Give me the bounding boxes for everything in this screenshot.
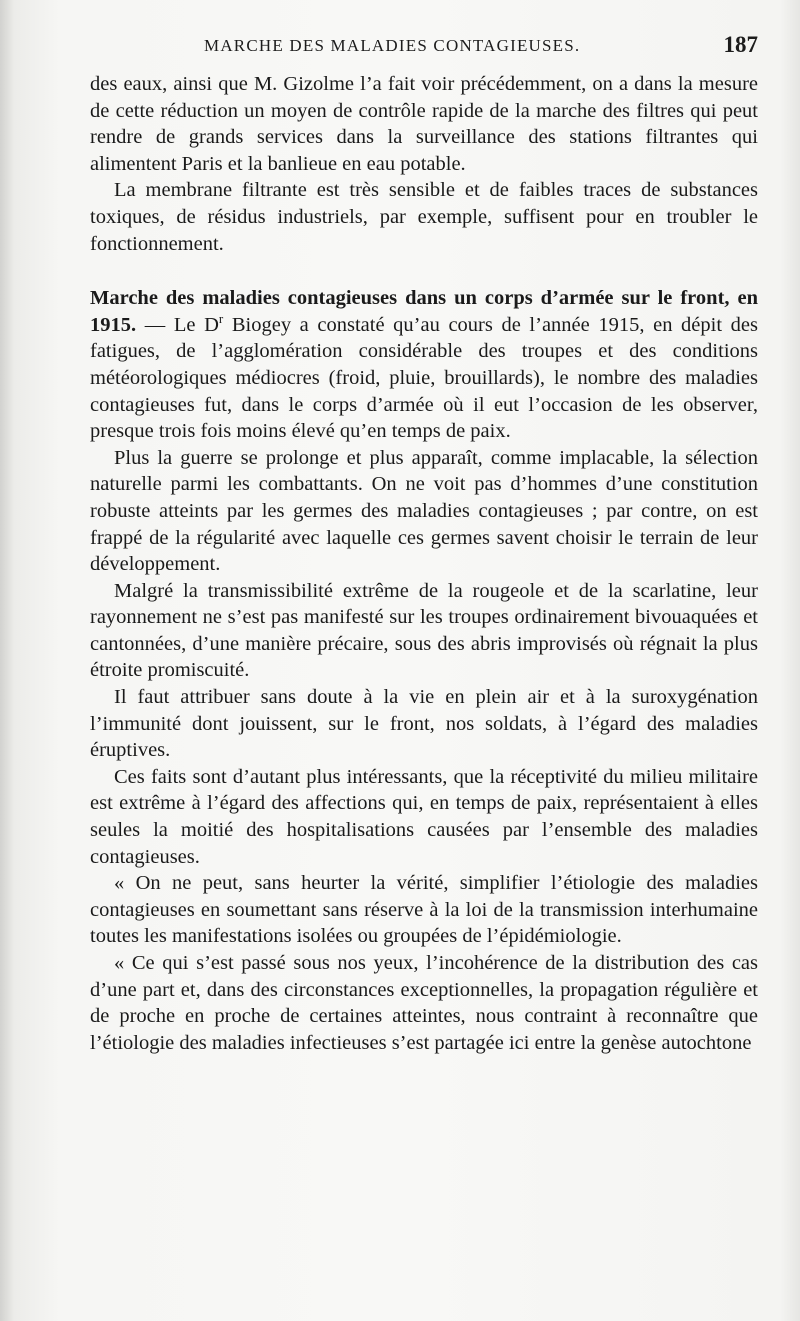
paragraph-selection: Plus la guerre se prolonge et plus apparaît, comme implacable, la sélection naturelle parmi les combattants. On ne voit pas d’hommes d’une constitution robuste atteints par les germes des maladies contagieuses ; par contre, on est frappé de la régularité avec laquelle ces germes savent choisir le terrain de leur développement. (90, 446, 758, 576)
running-title: MARCHE DES MALADIES CONTAGIEUSES. (204, 36, 581, 55)
paragraph-continuation: des eaux, ainsi que M. Gizolme l’a fait voir précédemment, on a dans la mesure de cette réduction un moyen de contrôle rapide de la marche des filtres qui peut rendre de grands services dans la surveillance des stations filtrantes qui alimentent Paris et la banlieue en eau potable. (90, 73, 758, 175)
section-text: Biogey a constaté qu’au cours de l’année 1915, en dépit des fatigues, de l’agglomération considérable des troupes et des conditions météorologiques médiocres (froid, pluie, brouillards), le nombre des maladies contagieuses fut, dans le corps d’armée où il eut l’occasion de les observer, presque trois fois moins élevé qu’en temps de paix. (90, 313, 758, 443)
section-title: Marche des maladies contagieuses dans un corps d’armée sur le front, en 1915. (90, 287, 758, 336)
paragraph-plein-air: Il faut attribuer sans doute à la vie en plein air et à la suroxygénation l’immunité dont jouissent, sur le front, nos soldats, à l’égard des maladies éruptives. (90, 686, 758, 762)
paragraph-quote-incoherence: « Ce qui s’est passé sous nos yeux, l’incohérence de la distribution des cas d’une part et, dans des circonstances exceptionnelles, la propagation régulière et de proche en proche de certaines atteintes, nous contraint à reconnaître que l’étiologie des maladies infectieuses s’est partagée ici entre la genèse autochtone (90, 952, 758, 1054)
page-header (90, 34, 758, 64)
paragraph-receptivite: Ces faits sont d’autant plus intéressants, que la réceptivité du milieu militaire est extrême à l’égard des affections qui, en temps de paix, représentaient à elles seules la moitié des hospitalisations causées par l’ensemble des maladies contagieuses. (90, 765, 758, 868)
body-text (90, 71, 758, 1056)
paragraph-rougeole: Malgré la transmissibilité extrême de la rougeole et de la scarlatine, leur rayonnement ne s’est pas manifesté sur les troupes ordinairement bivouaquées et cantonnées, d’une manière précaire, sous des abris improvisés où régnait la plus étroite promiscuité. (90, 579, 758, 682)
section-dash: — Le D (136, 313, 219, 336)
paragraph-membrane: La membrane filtrante est très sensible et de faibles traces de substances toxiques, de résidus industriels, par exemple, suffisent pour en troubler le fonctionnement. (90, 179, 758, 255)
doctor-superscript: r (218, 310, 224, 326)
page-number: 187 (723, 32, 758, 57)
section-gap (90, 257, 758, 285)
paragraph-quote-verite: « On ne peut, sans heurter la vérité, simplifier l’étiologie des maladies contagieuses en soumettant sans réserve à la loi de la transmission interhumaine toutes les manifestations isolées ou groupées de l’épidémiologie. (90, 872, 758, 948)
page-fold-shadow (0, 0, 14, 1321)
section-paragraph (90, 285, 758, 445)
